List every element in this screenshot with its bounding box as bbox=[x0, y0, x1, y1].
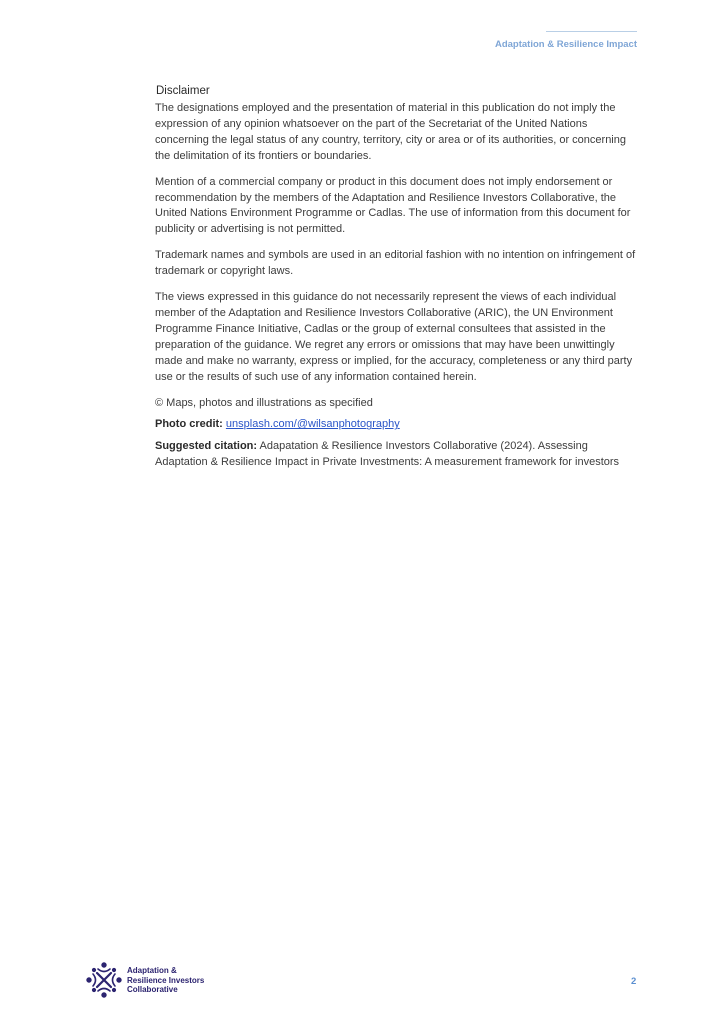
page-number: 2 bbox=[631, 976, 637, 987]
disclaimer-paragraph-copyright: © Maps, photos and illustrations as specified bbox=[155, 396, 373, 409]
disclaimer-paragraph-trademark: Trademark names and symbols are used in an editorial fashion with no intention on infringement of trademark or copyright laws. bbox=[155, 249, 636, 278]
footer-org-line-2: Resilience Investors bbox=[127, 975, 205, 985]
disclaimer-paragraph-views: The views expressed in this guidance do not necessarily represent the views of each individual member of the Adaptation and Resilience Investors Collaborative (ARIC), the UN Environment Programme Finance Initiative, Cadlas or the group of external consultees that assisted in the preparation of the guidance. We regret any errors or omissions that may have been unwittingly made and make no warranty, express or implied, for the accuracy, completeness or any third party use or the results of such use of any information contained herein. bbox=[155, 291, 633, 383]
aric-logo-icon bbox=[86, 962, 122, 998]
footer-org-name bbox=[127, 966, 204, 995]
footer-org-line-1: Adaptation & bbox=[127, 966, 177, 975]
header-rule bbox=[546, 31, 637, 32]
photo-credit bbox=[155, 417, 641, 433]
suggested-citation bbox=[155, 439, 641, 471]
disclaimer-section bbox=[155, 85, 641, 481]
citation-text: Adapatation & Resilience Investors Collaborative (2024). Assessing Adaptation & Resilience Impact in Private Investments: A measurement framework for investors bbox=[155, 440, 620, 469]
footer-org-line-3: Collaborative bbox=[127, 985, 178, 994]
disclaimer-paragraph-designations: The designations employed and the presentation of material in this publication do not imply the expression of any opinion whatsoever on the part of the Secretariat of the United Nations concerning the legal status of any country, territory, city or area or of its authorities, or concerning the delimitation of its frontiers or boundaries. bbox=[155, 102, 626, 162]
photo-credit-link[interactable]: unsplash.com/@wilsanphotography bbox=[225, 418, 400, 431]
citation-label: Suggested citation: bbox=[155, 440, 258, 453]
disclaimer-heading: Disclaimer bbox=[156, 85, 210, 97]
disclaimer-paragraph-commercial: Mention of a commercial company or product in this document does not imply endorsement or recommendation by the members of the Adaptation and Resilience Investors Collaborative, the United Nations Environment Programme or Cadlas. The use of information from this document for publicity or advertising is not permitted. bbox=[155, 175, 631, 236]
running-header-title: Adaptation & Resilience Impact bbox=[494, 39, 637, 50]
photo-credit-label: Photo credit: bbox=[155, 418, 223, 431]
